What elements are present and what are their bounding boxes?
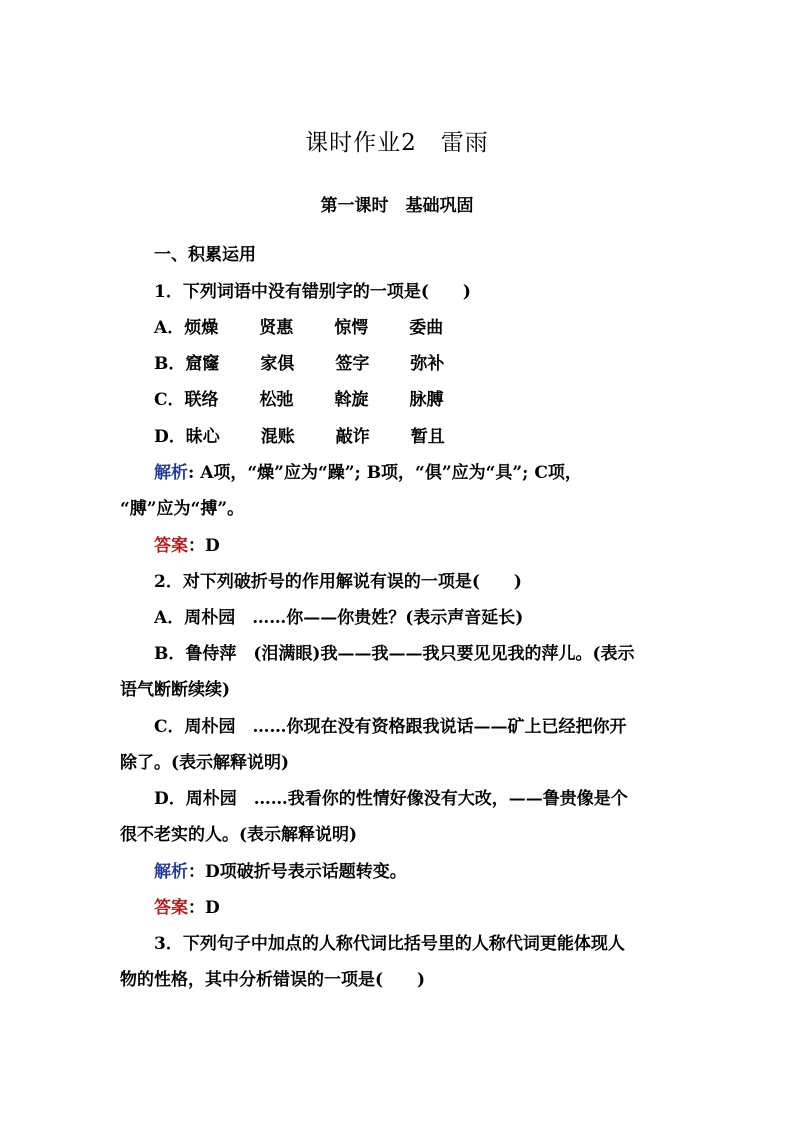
analysis-label: 解析 xyxy=(154,862,188,882)
page-subtitle: 第一课时 基础巩固 xyxy=(320,196,474,216)
option-word: 签字 xyxy=(335,354,370,374)
option-word: 窟窿 xyxy=(185,354,220,374)
q1-option-d xyxy=(154,426,714,448)
option-word: 脉膊 xyxy=(409,390,444,410)
q1-option-b xyxy=(154,353,714,375)
question-2-stem: 2．对下列破折号的作用解说有误的一项是( ) xyxy=(154,572,522,592)
answer-label: 答案 xyxy=(154,898,188,918)
option-word: 暂且 xyxy=(410,427,445,447)
answer-label: 答案 xyxy=(154,536,188,556)
option-word: 烦燥 xyxy=(184,318,219,338)
analysis-label: 解析 xyxy=(154,463,188,483)
option-word: 委曲 xyxy=(409,318,444,338)
option-word: 弥补 xyxy=(410,354,445,374)
option-word: 贤惠 xyxy=(259,318,294,338)
q2-option-a: A．周朴园 ……你——你贵姓？(表示声音延长) xyxy=(154,608,524,628)
q2-option-c-continued: 除了。(表示解释说明) xyxy=(120,753,290,773)
analysis-text: ：D项破折号表示话题转变。 xyxy=(188,862,407,882)
q1-analysis xyxy=(154,462,714,484)
option-word: 昧心 xyxy=(185,427,220,447)
answer-text: ：D xyxy=(188,536,220,556)
question-1-stem: 1．下列词语中没有错别字的一项是( ) xyxy=(154,282,471,302)
q2-answer xyxy=(154,897,714,919)
option-letter: B． xyxy=(154,354,186,374)
option-word: 敲诈 xyxy=(335,427,370,447)
option-word: 斡旋 xyxy=(334,390,369,410)
q2-option-d: D．周朴园 ……我看你的性情好像没有大改，——鲁贵像是个 xyxy=(154,789,628,809)
q1-answer xyxy=(154,535,714,557)
q1-option-c xyxy=(154,389,714,411)
option-word: 家俱 xyxy=(260,354,295,374)
question-3-stem-continued: 物的性格，其中分析错误的一项是( ) xyxy=(120,970,426,990)
q2-option-c: C．周朴园 ……你现在没有资格跟我说话——矿上已经把你开 xyxy=(154,717,627,737)
option-word: 惊愕 xyxy=(334,318,369,338)
option-letter: D． xyxy=(154,427,186,447)
option-letter: C． xyxy=(154,390,185,410)
page-title: 课时作业2 雷雨 xyxy=(305,130,489,156)
q2-analysis xyxy=(154,861,714,883)
answer-text: ：D xyxy=(188,898,220,918)
q2-option-b-continued: 语气断断续续) xyxy=(120,680,231,700)
q1-option-a xyxy=(154,317,714,339)
option-word: 松弛 xyxy=(259,390,294,410)
q1-analysis-continued: “膊”应为“搏”。 xyxy=(120,499,245,519)
analysis-text: : A项，“燥”应为“躁”; B项，“俱”应为“具”; C项， xyxy=(188,463,582,483)
q2-option-b: B．鲁侍萍 (泪满眼)我——我——我只要见见我的萍儿。(表示 xyxy=(154,644,635,664)
section-heading: 一、积累运用 xyxy=(154,245,256,265)
q2-option-d-continued: 很不老实的人。(表示解释说明) xyxy=(120,825,358,845)
option-word: 联络 xyxy=(184,390,219,410)
question-3-stem: 3．下列句子中加点的人称代词比括号里的人称代词更能体现人 xyxy=(154,934,625,954)
option-word: 混账 xyxy=(260,427,295,447)
option-letter: A． xyxy=(154,318,185,338)
